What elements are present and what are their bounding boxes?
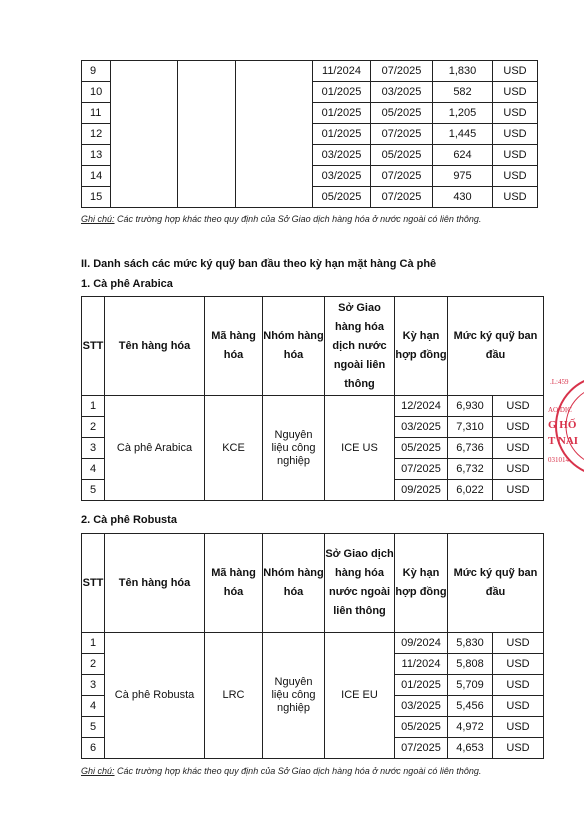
row-value: 4,653	[448, 738, 493, 759]
seal-text: AO DỊC	[548, 406, 572, 414]
row-stt: 10	[82, 82, 111, 103]
row-currency: USD	[493, 166, 538, 187]
row-start: 01/2025	[313, 103, 371, 124]
header-margin: Mức ký quỹ ban đầu	[448, 534, 544, 633]
product-exchange: ICE EU	[325, 633, 395, 759]
product-exchange: ICE US	[325, 396, 395, 501]
row-stt: 9	[82, 61, 111, 82]
row-stt: 5	[82, 717, 105, 738]
header-exchange: Sở Giao dịch hàng hóa nước ngoài liên thông	[325, 534, 395, 633]
row-term: 07/2025	[395, 459, 448, 480]
row-term: 09/2024	[395, 633, 448, 654]
header-group: Nhóm hàng hóa	[263, 297, 325, 396]
row-stt: 6	[82, 738, 105, 759]
header-code: Mã hàng hóa	[205, 534, 263, 633]
row-term: 09/2025	[395, 480, 448, 501]
row-currency: USD	[493, 696, 544, 717]
seal-text: T NAI	[548, 435, 579, 447]
row-term: 11/2024	[395, 654, 448, 675]
row-currency: USD	[493, 438, 544, 459]
row-value: 6,930	[448, 396, 493, 417]
footnote	[81, 766, 481, 776]
row-currency: USD	[493, 103, 538, 124]
row-value: 1,830	[433, 61, 493, 82]
row-value: 624	[433, 145, 493, 166]
row-start: 03/2025	[313, 166, 371, 187]
row-currency: USD	[493, 480, 544, 501]
header-code: Mã hàng hóa	[205, 297, 263, 396]
arabica-margin-table	[81, 296, 544, 501]
merged-group-cell	[236, 61, 313, 208]
row-value: 6,732	[448, 459, 493, 480]
robusta-margin-table	[81, 533, 544, 759]
section-title: II. Danh sách các mức ký quỹ ban đầu theo kỳ hạn mặt hàng Cà phê	[81, 258, 437, 270]
seal-icon	[546, 374, 584, 478]
row-value: 1,445	[433, 124, 493, 145]
merged-code-cell	[178, 61, 236, 208]
row-start: 01/2025	[313, 82, 371, 103]
product-group: Nguyên liệu công nghiệp	[263, 396, 325, 501]
header-name: Tên hàng hóa	[105, 297, 205, 396]
row-stt: 2	[82, 654, 105, 675]
row-value: 582	[433, 82, 493, 103]
row-value: 430	[433, 187, 493, 208]
product-name: Cà phê Robusta	[105, 633, 205, 759]
table-row	[82, 61, 538, 82]
row-start: 11/2024	[313, 61, 371, 82]
row-currency: USD	[493, 654, 544, 675]
row-term: 03/2025	[395, 417, 448, 438]
footnote	[81, 214, 481, 224]
row-currency: USD	[493, 459, 544, 480]
footnote-text: Các trường hợp khác theo quy định của Sở Giao dịch hàng hóa ở nước ngoài có liên thông.	[114, 766, 482, 776]
row-currency: USD	[493, 396, 544, 417]
row-stt: 5	[82, 480, 105, 501]
row-term: 07/2025	[395, 738, 448, 759]
row-value: 7,310	[448, 417, 493, 438]
footnote-label: Ghi chú:	[81, 214, 115, 224]
row-start: 05/2025	[313, 187, 371, 208]
arabica-heading: 1. Cà phê Arabica	[81, 278, 173, 290]
row-currency: USD	[493, 633, 544, 654]
row-stt: 1	[82, 633, 105, 654]
header-name: Tên hàng hóa	[105, 534, 205, 633]
table-row	[82, 633, 544, 654]
row-currency: USD	[493, 417, 544, 438]
row-stt: 3	[82, 675, 105, 696]
row-stt: 3	[82, 438, 105, 459]
row-value: 1,205	[433, 103, 493, 124]
product-name: Cà phê Arabica	[105, 396, 205, 501]
row-currency: USD	[493, 82, 538, 103]
product-code: LRC	[205, 633, 263, 759]
row-term: 01/2025	[395, 675, 448, 696]
row-end: 05/2025	[371, 145, 433, 166]
row-value: 5,456	[448, 696, 493, 717]
row-end: 07/2025	[371, 187, 433, 208]
row-start: 01/2025	[313, 124, 371, 145]
row-value: 5,709	[448, 675, 493, 696]
row-end: 07/2025	[371, 124, 433, 145]
seal-text: 031014	[548, 456, 569, 464]
row-currency: USD	[493, 124, 538, 145]
header-margin: Mức ký quỹ ban đầu	[448, 297, 544, 396]
product-group: Nguyên liệu công nghiệp	[263, 633, 325, 759]
header-stt: STT	[82, 297, 105, 396]
row-term: 05/2025	[395, 438, 448, 459]
row-end: 07/2025	[371, 61, 433, 82]
row-stt: 14	[82, 166, 111, 187]
row-term: 12/2024	[395, 396, 448, 417]
robusta-heading: 2. Cà phê Robusta	[81, 514, 177, 526]
row-end: 05/2025	[371, 103, 433, 124]
row-stt: 13	[82, 145, 111, 166]
header-term: Kỳ hạn hợp đồng	[395, 534, 448, 633]
merged-name-cell	[111, 61, 178, 208]
row-end: 03/2025	[371, 82, 433, 103]
row-value: 975	[433, 166, 493, 187]
row-stt: 12	[82, 124, 111, 145]
row-stt: 4	[82, 696, 105, 717]
row-currency: USD	[493, 717, 544, 738]
row-value: 6,022	[448, 480, 493, 501]
row-currency: USD	[493, 187, 538, 208]
row-stt: 4	[82, 459, 105, 480]
row-value: 6,736	[448, 438, 493, 459]
footnote-label: Ghi chú:	[81, 766, 115, 776]
footnote-text: Các trường hợp khác theo quy định của Sở Giao dịch hàng hóa ở nước ngoài có liên thông.	[114, 214, 482, 224]
seal-text: G HỐ	[548, 419, 577, 431]
row-start: 03/2025	[313, 145, 371, 166]
row-value: 5,830	[448, 633, 493, 654]
row-term: 05/2025	[395, 717, 448, 738]
header-group: Nhóm hàng hóa	[263, 534, 325, 633]
row-end: 07/2025	[371, 166, 433, 187]
seal-text: .L:459	[550, 378, 569, 386]
row-currency: USD	[493, 145, 538, 166]
row-term: 03/2025	[395, 696, 448, 717]
row-stt: 15	[82, 187, 111, 208]
row-currency: USD	[493, 675, 544, 696]
table-row	[82, 396, 544, 417]
row-stt: 11	[82, 103, 111, 124]
header-stt: STT	[82, 534, 105, 633]
header-term: Kỳ hạn hợp đồng	[395, 297, 448, 396]
row-value: 5,808	[448, 654, 493, 675]
row-stt: 2	[82, 417, 105, 438]
header-exchange: Sở Giao hàng hóa dịch nước ngoài liên thông	[325, 297, 395, 396]
product-code: KCE	[205, 396, 263, 501]
row-currency: USD	[493, 61, 538, 82]
row-stt: 1	[82, 396, 105, 417]
official-seal	[546, 374, 584, 478]
row-currency: USD	[493, 738, 544, 759]
margin-table-continued	[81, 60, 538, 208]
row-value: 4,972	[448, 717, 493, 738]
